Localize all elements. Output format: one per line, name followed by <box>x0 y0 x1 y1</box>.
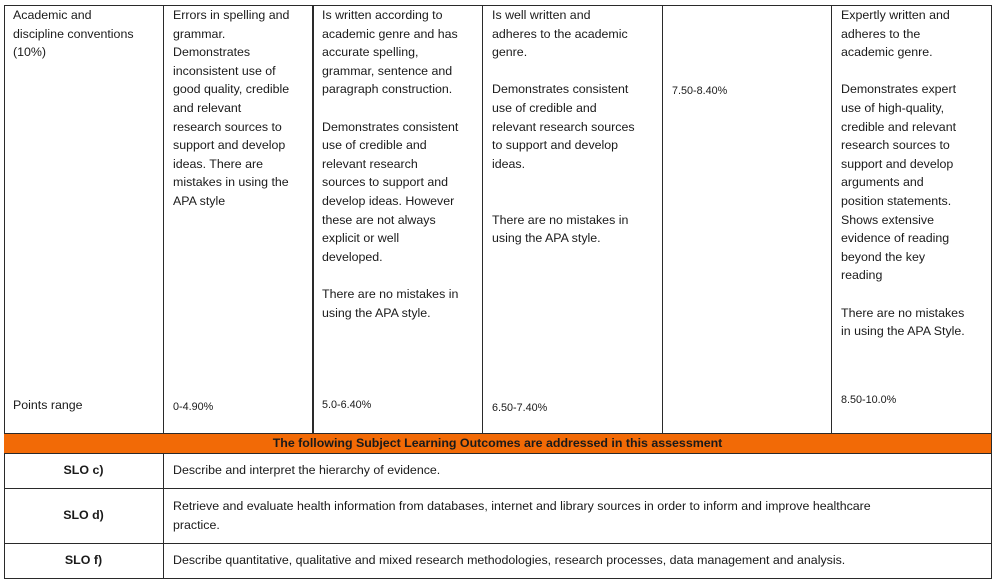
rubric-description: Expertly written and adheres to the academic genre. Demonstrates expert use of high-quality, credible and relevant research sources to support and develop arguments and position statements. Shows extensive evidence of reading beyond the key reading There are no mistakes in using the APA Style. <box>841 8 965 339</box>
slo-label: SLO d) <box>63 508 104 522</box>
slo-text: Describe and interpret the hierarchy of evidence. <box>173 463 441 477</box>
table-divider <box>4 453 992 454</box>
column-divider <box>163 5 164 434</box>
points-value: 8.50-10.0% <box>841 394 897 406</box>
outcomes-banner-text: The following Subject Learning Outcomes are addressed in this assessment <box>272 436 723 450</box>
rubric-description: Is well written and adheres to the academic genre. Demonstrates consistent use of credible and relevant research sources to support and develop ideas. There are no mistakes in using the APA style. <box>492 8 635 246</box>
criterion-label: Academic and discipline conventions (10%) <box>13 8 134 60</box>
table-bottom-border <box>4 578 992 579</box>
points-value: 6.50-7.40% <box>492 402 548 414</box>
points-value: 7.50-8.40% <box>672 85 728 97</box>
rubric-description: Is written according to academic genre and has accurate spelling, grammar, sentence and paragraph construction. Demonstrates consistent use of credible and relevant research sources to support and develop ideas. However these are not always explicit or well developed. There are no mistakes in using the APA style. <box>322 8 459 320</box>
points-value: 0-4.90% <box>173 401 214 413</box>
outcomes-banner <box>4 434 991 453</box>
slo-text: Retrieve and evaluate health information from databases, internet and library sources in order to inform and improve healthcare practice. <box>173 499 871 532</box>
table-border-left <box>4 5 5 579</box>
column-divider <box>831 5 832 434</box>
points-range-label: Points range <box>13 398 83 412</box>
table-divider <box>4 543 992 544</box>
rubric-description: Errors in spelling and grammar. Demonstrates inconsistent use of good quality, credible and relevant research sources to support and develop ideas. There are mistakes in using the APA style <box>173 8 290 208</box>
column-divider <box>482 5 483 434</box>
slo-text: Describe quantitative, qualitative and mixed research methodologies, research processes, data management and analysis. <box>173 553 846 567</box>
slo-label: SLO f) <box>64 553 103 567</box>
column-divider <box>662 5 663 434</box>
column-divider <box>163 453 164 579</box>
slo-label: SLO c) <box>63 463 104 477</box>
points-value: 5.0-6.40% <box>322 399 372 411</box>
table-divider <box>4 488 992 489</box>
